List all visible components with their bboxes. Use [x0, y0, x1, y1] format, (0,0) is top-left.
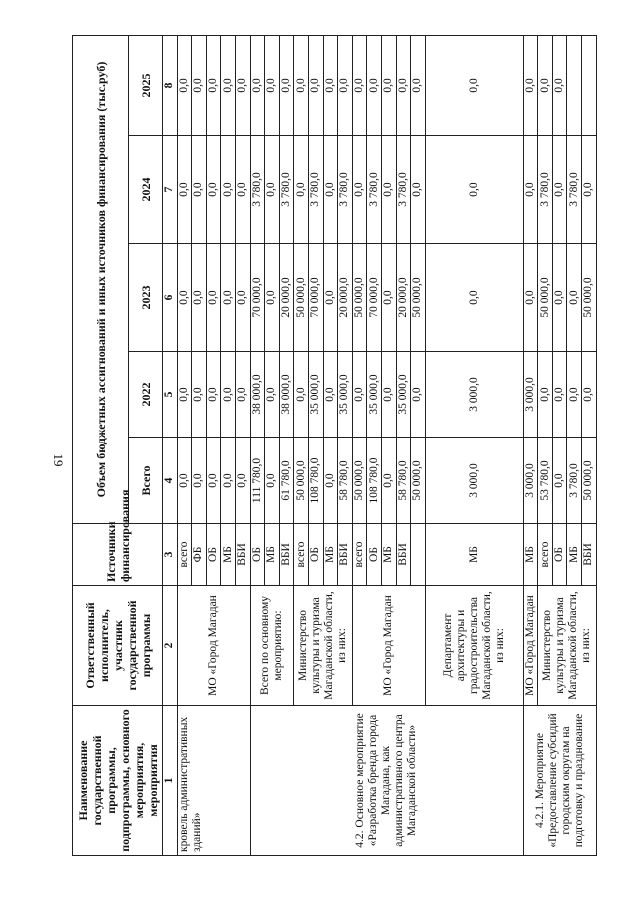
value-cell: 70 000,0 [308, 244, 323, 352]
value-cell: 50 000,0 [538, 244, 553, 352]
header-funding: Объем бюджетных ассигнований и иных источников финансирования (тыс.руб) [73, 35, 129, 523]
value-cell: 50 000,0 [352, 438, 367, 524]
source-cell: ОБ [206, 524, 221, 586]
value-cell: 0,0 [552, 244, 567, 352]
value-cell: 35 000,0 [338, 352, 353, 438]
value-cell: 0,0 [352, 136, 367, 244]
value-cell: 0,0 [411, 136, 426, 244]
table-body [177, 35, 596, 855]
value-cell: 20 000,0 [338, 244, 353, 352]
value-cell: 0,0 [221, 352, 236, 438]
value-cell: 50 000,0 [411, 244, 426, 352]
value-cell: 0,0 [265, 352, 280, 438]
value-cell: 70 000,0 [250, 244, 265, 352]
rotated-table-wrapper [72, 36, 620, 856]
value-cell: 0,0 [523, 35, 538, 135]
value-cell: 3 780,0 [567, 136, 582, 244]
value-cell: 3 780,0 [308, 136, 323, 244]
col-num: 7 [163, 136, 178, 244]
value-cell: 0,0 [582, 136, 597, 244]
source-cell [411, 524, 426, 586]
header-name: Наименование государственной программы, подпрограммы, основного мероприятия, мероприятия [73, 706, 163, 856]
value-cell: 0,0 [381, 352, 396, 438]
executor-cell: МО «Город Магадан [352, 586, 425, 706]
value-cell: 0,0 [177, 352, 192, 438]
value-cell: 0,0 [279, 35, 294, 135]
page-number: 19 [51, 453, 66, 467]
value-cell: 0,0 [192, 438, 207, 524]
value-cell: 0,0 [381, 244, 396, 352]
source-cell: всего [352, 524, 367, 586]
value-cell: 108 780,0 [308, 438, 323, 524]
col-num: 5 [163, 352, 178, 438]
value-cell: 0,0 [352, 352, 367, 438]
value-cell: 50 000,0 [582, 244, 597, 352]
event-name: 4.2. Основное мероприятие «Разработка бренда города Магадана, как административного центра Магаданской области» [250, 706, 523, 856]
value-cell: 0,0 [352, 35, 367, 135]
value-cell: 50 000,0 [352, 244, 367, 352]
value-cell: 0,0 [523, 244, 538, 352]
value-cell: 3 780,0 [279, 136, 294, 244]
value-cell: 0,0 [235, 35, 250, 135]
value-cell: 38 000,0 [250, 352, 265, 438]
value-cell: 108 780,0 [367, 438, 382, 524]
source-cell: ОБ [250, 524, 265, 586]
value-cell: 3 780,0 [367, 136, 382, 244]
executor-cell: Министерство культуры и туризма Магаданской области, из них: [294, 586, 352, 706]
value-cell: 0,0 [582, 352, 597, 438]
source-cell: всего [294, 524, 309, 586]
source-cell: ВБИ [338, 524, 353, 586]
value-cell: 0,0 [381, 438, 396, 524]
value-cell: 58 780,0 [396, 438, 411, 524]
source-cell: ВБИ [396, 524, 411, 586]
value-cell: 3 780,0 [338, 136, 353, 244]
value-cell: 0,0 [567, 244, 582, 352]
header-year: 2022 [129, 352, 163, 438]
value-cell [567, 35, 582, 135]
event-name: кровель административных зданий» [177, 706, 250, 856]
value-cell: 0,0 [235, 136, 250, 244]
value-cell: 0,0 [177, 244, 192, 352]
source-cell: МБ [265, 524, 280, 586]
source-cell: МБ [381, 524, 396, 586]
value-cell: 20 000,0 [396, 244, 411, 352]
source-cell: МБ [425, 524, 523, 586]
value-cell: 0,0 [552, 136, 567, 244]
source-cell: ВБИ [279, 524, 294, 586]
value-cell: 58 780,0 [338, 438, 353, 524]
value-cell: 0,0 [323, 35, 338, 135]
value-cell: 0,0 [294, 136, 309, 244]
table-row [523, 35, 538, 855]
executor-cell: Всего по основному мероприятию: [250, 586, 294, 706]
value-cell: 0,0 [265, 438, 280, 524]
value-cell: 3 780,0 [396, 136, 411, 244]
value-cell: 0,0 [323, 438, 338, 524]
value-cell: 3 780,0 [250, 136, 265, 244]
header-year: 2024 [129, 136, 163, 244]
source-cell: ВБИ [582, 524, 597, 586]
value-cell: 0,0 [338, 35, 353, 135]
source-cell: МБ [567, 524, 582, 586]
value-cell: 0,0 [177, 438, 192, 524]
col-num: 6 [163, 244, 178, 352]
source-cell: МБ [323, 524, 338, 586]
value-cell: 50 000,0 [411, 438, 426, 524]
value-cell: 0,0 [411, 35, 426, 135]
value-cell: 0,0 [206, 352, 221, 438]
value-cell: 3 000,0 [523, 352, 538, 438]
value-cell: 0,0 [235, 352, 250, 438]
header-executor: Ответственный исполнитель, участник государственной программы [73, 586, 163, 706]
col-num: 4 [163, 438, 178, 524]
value-cell: 0,0 [206, 438, 221, 524]
value-cell: 50 000,0 [582, 438, 597, 524]
value-cell: 0,0 [206, 244, 221, 352]
value-cell: 0,0 [552, 352, 567, 438]
source-cell: МБ [221, 524, 236, 586]
value-cell: 0,0 [192, 244, 207, 352]
value-cell: 35 000,0 [308, 352, 323, 438]
value-cell: 38 000,0 [279, 352, 294, 438]
source-cell: ФБ [192, 524, 207, 586]
value-cell: 0,0 [396, 35, 411, 135]
value-cell: 0,0 [538, 352, 553, 438]
value-cell: 0,0 [425, 136, 523, 244]
value-cell: 0,0 [250, 35, 265, 135]
value-cell: 0,0 [381, 35, 396, 135]
header-total: Всего [129, 438, 163, 524]
executor-cell: МО «Город Магадан [523, 586, 538, 706]
value-cell: 0,0 [221, 35, 236, 135]
value-cell: 0,0 [177, 35, 192, 135]
value-cell: 0,0 [323, 136, 338, 244]
value-cell: 3 000,0 [425, 352, 523, 438]
value-cell: 0,0 [381, 136, 396, 244]
value-cell: 61 780,0 [279, 438, 294, 524]
value-cell: 20 000,0 [279, 244, 294, 352]
value-cell: 0,0 [308, 35, 323, 135]
value-cell: 0,0 [323, 352, 338, 438]
value-cell: 3 780,0 [567, 438, 582, 524]
value-cell: 0,0 [323, 244, 338, 352]
header-source: Источники финансирования [73, 524, 163, 586]
source-cell: всего [538, 524, 553, 586]
value-cell: 0,0 [411, 352, 426, 438]
source-cell: ОБ [367, 524, 382, 586]
value-cell: 111 780,0 [250, 438, 265, 524]
value-cell: 0,0 [552, 438, 567, 524]
value-cell: 3 780,0 [538, 136, 553, 244]
value-cell: 0,0 [235, 244, 250, 352]
value-cell: 0,0 [425, 35, 523, 135]
value-cell: 0,0 [192, 35, 207, 135]
value-cell: 0,0 [221, 136, 236, 244]
value-cell: 0,0 [221, 244, 236, 352]
value-cell: 0,0 [206, 136, 221, 244]
value-cell: 0,0 [538, 35, 553, 135]
value-cell: 0,0 [265, 35, 280, 135]
value-cell: 0,0 [221, 438, 236, 524]
value-cell: 70 000,0 [367, 244, 382, 352]
value-cell: 50 000,0 [294, 244, 309, 352]
col-num: 8 [163, 35, 178, 135]
value-cell: 0,0 [265, 136, 280, 244]
value-cell: 0,0 [192, 136, 207, 244]
budget-table [72, 35, 597, 856]
value-cell: 0,0 [294, 35, 309, 135]
table-row [177, 35, 192, 855]
source-cell: ОБ [552, 524, 567, 586]
value-cell: 0,0 [367, 35, 382, 135]
event-name: 4.2.1. Мероприятие «Предоставление субсидий городским округам на подготовку и празднование [523, 706, 596, 856]
value-cell: 0,0 [523, 136, 538, 244]
value-cell: 0,0 [235, 438, 250, 524]
value-cell: 0,0 [552, 35, 567, 135]
executor-cell: Департамент архитектуры и градостроительства Магаданской области, из них: [425, 586, 523, 706]
value-cell: 35 000,0 [396, 352, 411, 438]
source-cell: ОБ [308, 524, 323, 586]
header-row [73, 35, 129, 855]
value-cell: 35 000,0 [367, 352, 382, 438]
value-cell: 3 000,0 [523, 438, 538, 524]
value-cell: 3 000,0 [425, 438, 523, 524]
value-cell: 50 000,0 [294, 438, 309, 524]
header-year: 2023 [129, 244, 163, 352]
executor-cell: МО «Город Магадан [177, 586, 250, 706]
value-cell: 0,0 [192, 352, 207, 438]
value-cell: 0,0 [425, 244, 523, 352]
source-cell: всего [177, 524, 192, 586]
table-row [250, 35, 265, 855]
value-cell: 0,0 [265, 244, 280, 352]
value-cell: 0,0 [177, 136, 192, 244]
value-cell [582, 35, 597, 135]
column-numbers-row [163, 35, 178, 855]
value-cell: 0,0 [567, 352, 582, 438]
col-num: 2 [163, 586, 178, 706]
source-cell: МБ [523, 524, 538, 586]
source-cell: ВБИ [235, 524, 250, 586]
header-year: 2025 [129, 35, 163, 135]
col-num: 3 [163, 524, 178, 586]
value-cell: 53 780,0 [538, 438, 553, 524]
value-cell: 0,0 [206, 35, 221, 135]
executor-cell: Министерство культуры и туризма Магаданской области, из них: [538, 586, 596, 706]
value-cell: 0,0 [294, 352, 309, 438]
col-num: 1 [163, 706, 178, 856]
